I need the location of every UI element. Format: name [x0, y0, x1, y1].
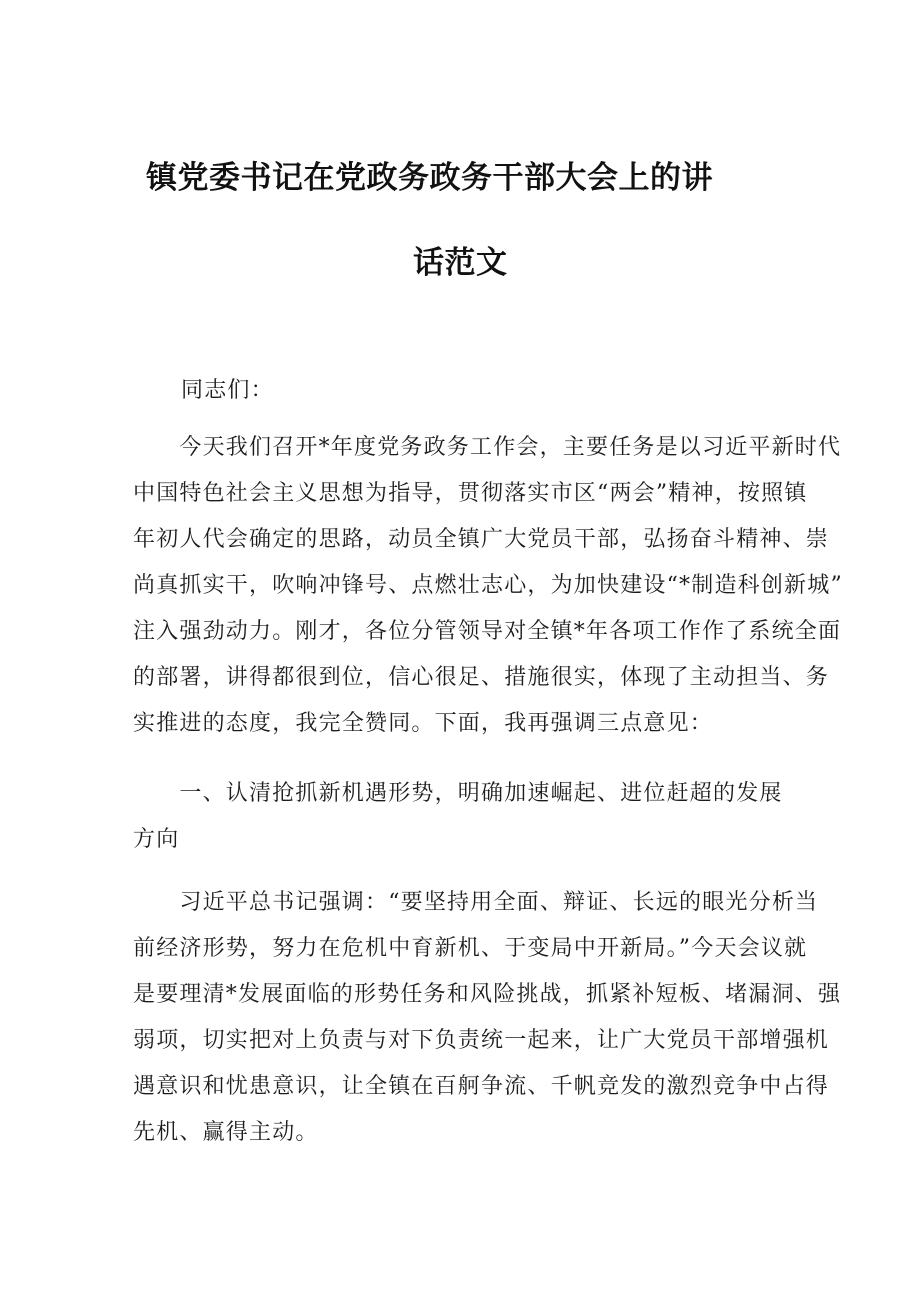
paragraph-intro [133, 425, 843, 747]
text-line: 前经济形势，努力在危机中育新机、于变局中开新局。”今天会议就 [133, 936, 808, 961]
salutation: 同志们： [181, 378, 274, 403]
text-line: 遇意识和忧患意识，让全镇在百舸争流、千帆竞发的激烈竞争中占得 [133, 1074, 830, 1099]
text-line: 注入强劲动力。刚才，各位分管领导对全镇*年各项工作作了系统全面 [133, 619, 842, 644]
document-title-line-2: 话范文 [413, 245, 508, 281]
text-line: 方向 [133, 827, 180, 852]
text-line: 一、认清抢抓新机遇形势，明确加速崛起、进位赶超的发展 [133, 781, 783, 806]
text-line: 先机、赢得主动。 [133, 1120, 319, 1145]
text-line: 是要理清*发展面临的形势任务和风险挑战，抓紧补短板、堵漏洞、强 [133, 982, 842, 1007]
text-line: 年初人代会确定的思路，动员全镇广大党员干部，弘扬奋斗精神、崇 [133, 527, 830, 552]
section-heading-1 [133, 771, 793, 863]
paragraph-section-1 [133, 880, 842, 1156]
text-line: 实推进的态度，我完全赞同。下面，我再强调三点意见： [133, 711, 714, 736]
text-line: 尚真抓实干，吹响冲锋号、点燃壮志心，为加快建设“*制造科创新城” [133, 573, 843, 598]
text-line: 习近平总书记强调：“要坚持用全面、辩证、长远的眼光分析当 [133, 890, 819, 915]
text-line: 今天我们召开*年度党务政务工作会，主要任务是以习近平新时代 [133, 435, 842, 460]
document-title-line-1: 镇党委书记在党政务政务干部大会上的讲 [146, 160, 713, 196]
text-line: 中国特色社会主义思想为指导，贯彻落实市区“两会”精神，按照镇 [133, 481, 808, 506]
text-line: 的部署，讲得都很到位，信心很足、措施很实，体现了主动担当、务 [133, 665, 830, 690]
text-line: 弱项，切实把对上负责与对下负责统一起来，让广大党员干部增强机 [133, 1028, 830, 1053]
